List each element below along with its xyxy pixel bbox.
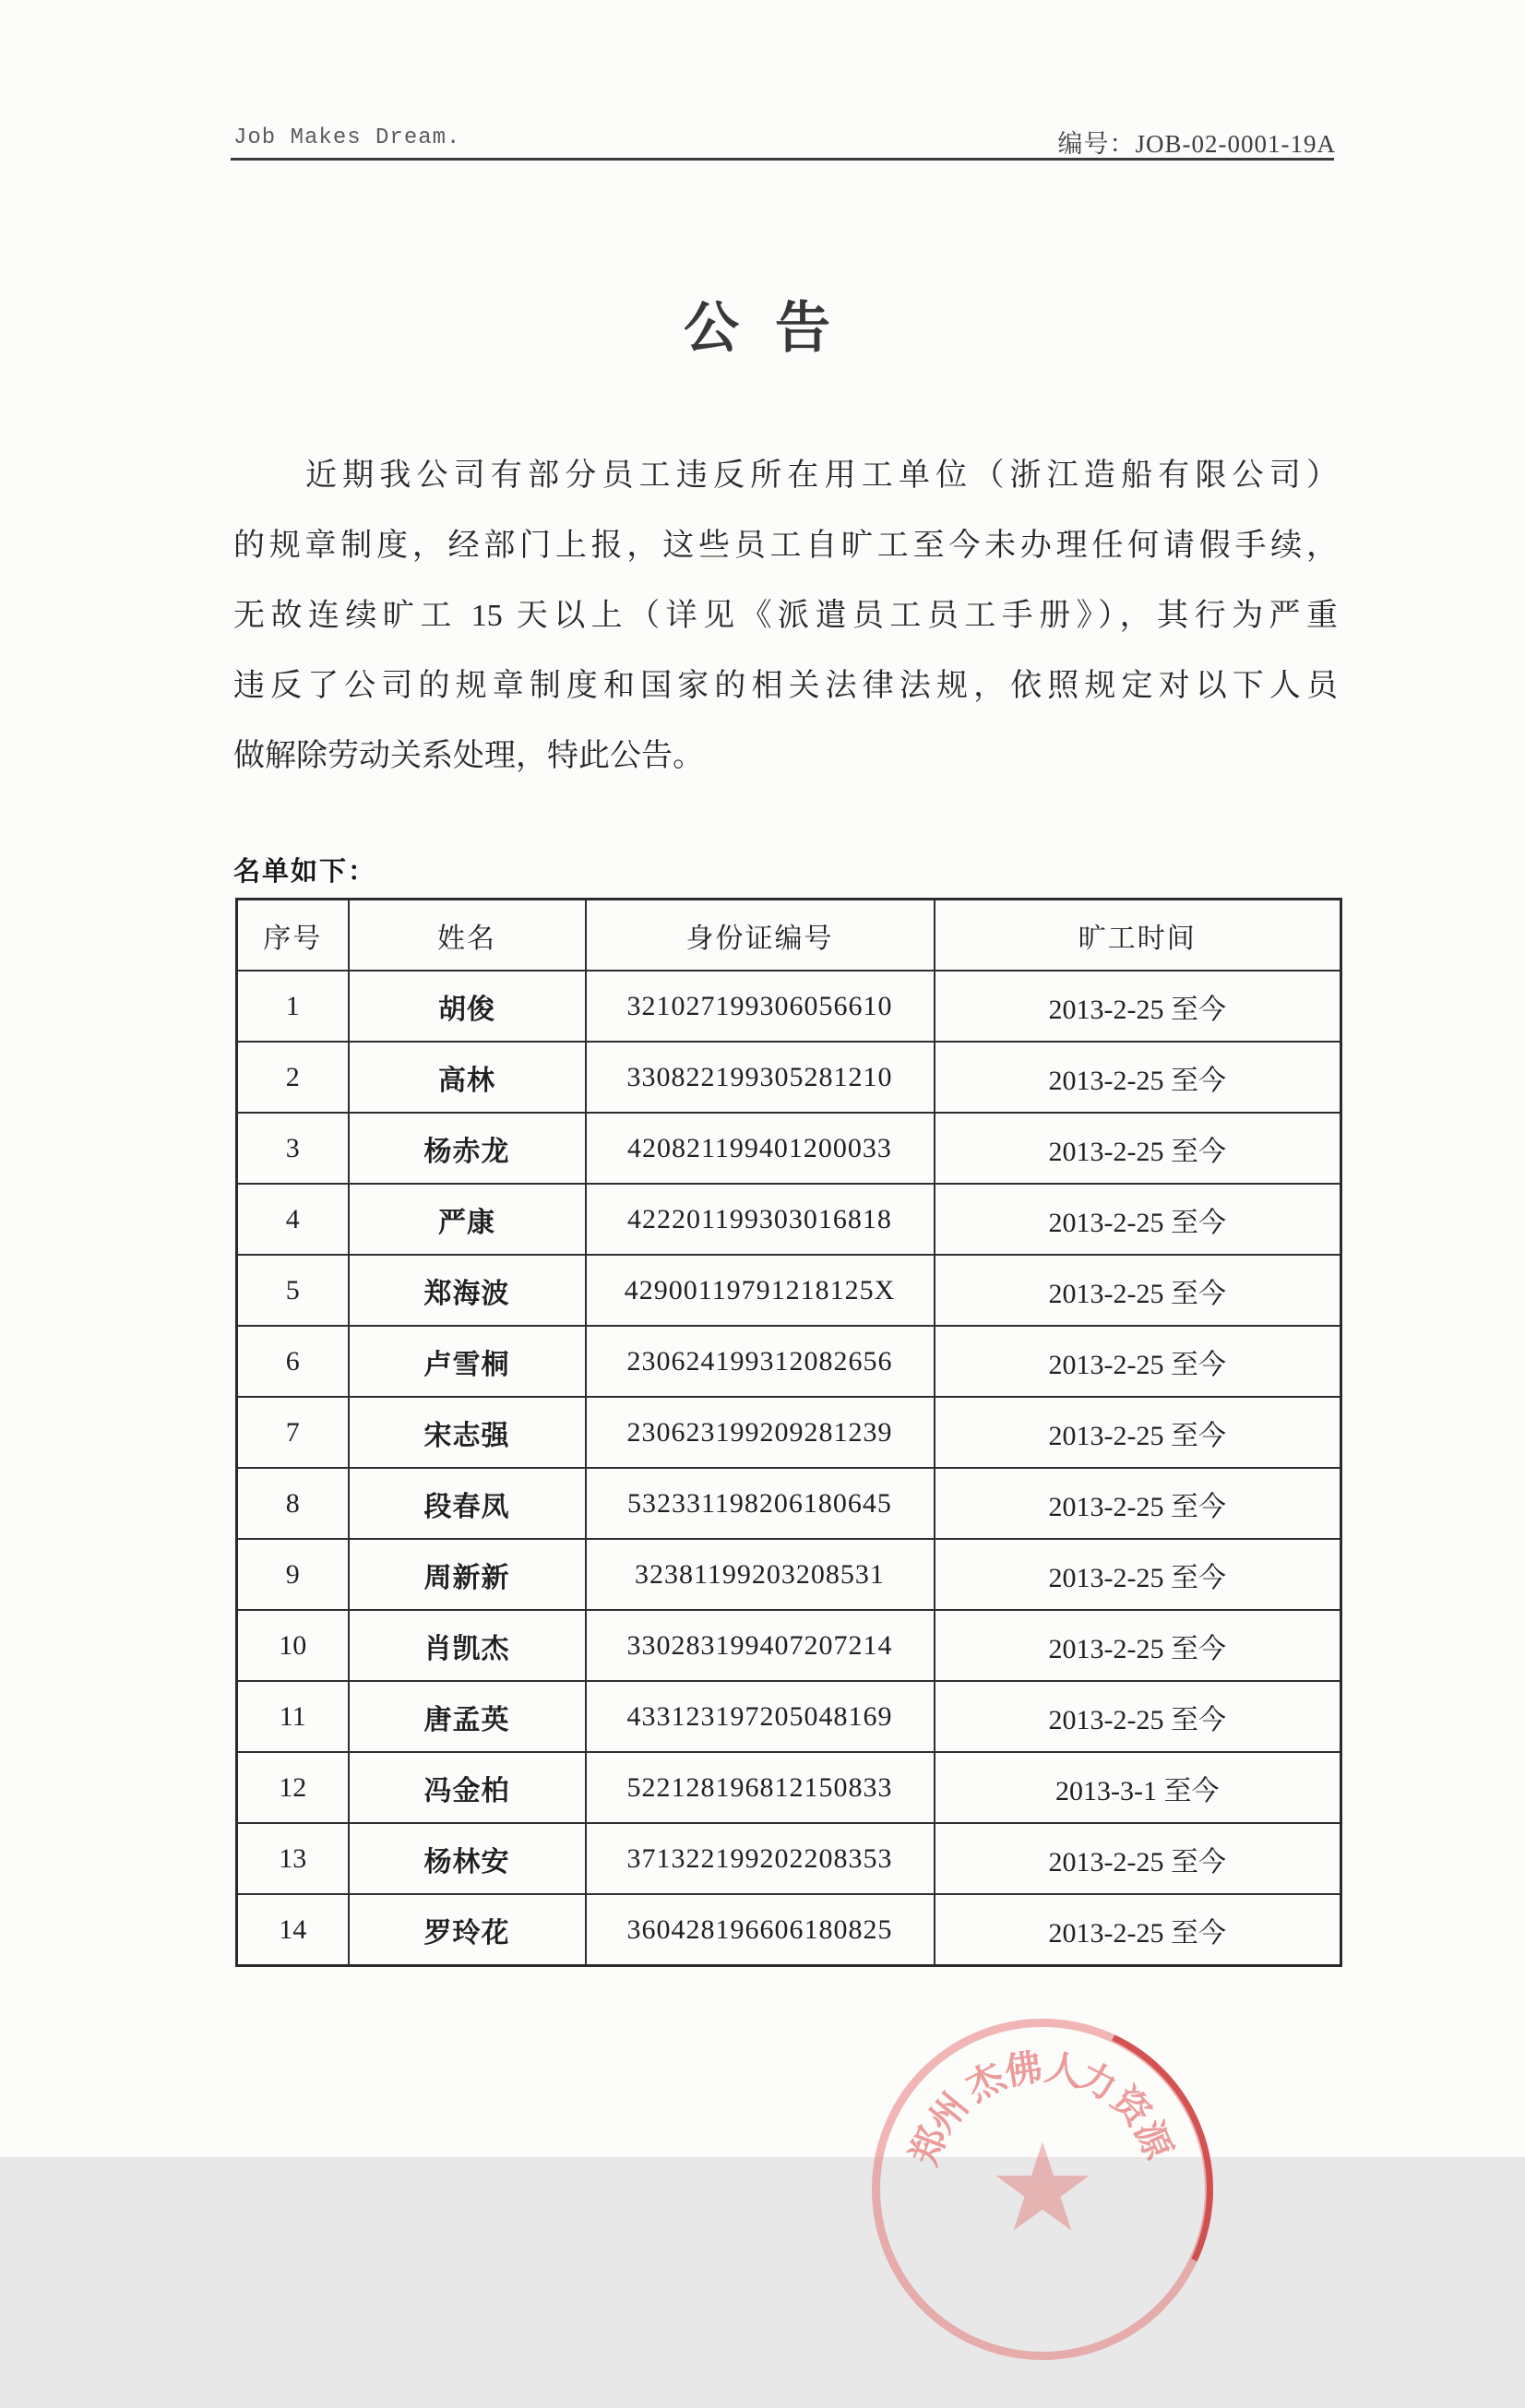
cell-absence-period: 2013-2-25 至今 — [935, 1468, 1341, 1539]
cell-index: 11 — [237, 1681, 349, 1752]
column-header-name: 姓名 — [349, 900, 586, 972]
table-row — [237, 1184, 1341, 1255]
table-row — [237, 1752, 1341, 1823]
cell-id-number: 330822199305281210 — [586, 1042, 935, 1113]
cell-absence-period: 2013-2-25 至今 — [935, 1113, 1341, 1184]
cell-absence-period: 2013-3-1 至今 — [935, 1752, 1341, 1823]
cell-id-number: 532331198206180645 — [586, 1468, 935, 1539]
cell-name: 高林 — [349, 1042, 586, 1113]
cell-absence-period: 2013-2-25 至今 — [935, 1894, 1341, 1966]
cell-index: 12 — [237, 1752, 349, 1823]
table-row — [237, 1539, 1341, 1610]
cell-id-number: 330283199407207214 — [586, 1610, 935, 1681]
paragraph-line: 的规章制度，经部门上报，这些员工自旷工至今未办理任何请假手续， — [233, 529, 1338, 563]
document-number: 编号：JOB-02-0001-19A — [1057, 130, 1336, 158]
table-row — [237, 1255, 1341, 1326]
cell-name: 冯金柏 — [349, 1752, 586, 1823]
cell-name: 严康 — [349, 1184, 586, 1255]
cell-name: 唐孟英 — [349, 1681, 586, 1752]
company-slogan: Job Makes Dream. — [233, 125, 461, 150]
cell-name: 郑海波 — [349, 1255, 586, 1326]
paragraph-line: 做解除劳动关系处理，特此公告。 — [233, 739, 704, 773]
cell-id-number: 32381199203208531 — [586, 1539, 935, 1610]
cell-name: 胡俊 — [349, 971, 586, 1042]
paragraph-line: 无故连续旷工 15 天以上（详见《派遣员工员工手册》），其行为严重 — [233, 599, 1338, 633]
cell-absence-period: 2013-2-25 至今 — [935, 1823, 1341, 1894]
cell-absence-period: 2013-2-25 至今 — [935, 1397, 1341, 1468]
notice-paragraph — [233, 441, 1338, 792]
cell-index: 8 — [237, 1468, 349, 1539]
cell-name: 段春凤 — [349, 1468, 586, 1539]
cell-id-number: 422201199303016818 — [586, 1184, 935, 1255]
stamp-arc-character: 州 — [920, 2085, 976, 2140]
cell-absence-period: 2013-2-25 至今 — [935, 1610, 1341, 1681]
cell-index: 10 — [237, 1610, 349, 1681]
stamp-arc-character: 郑 — [903, 2121, 956, 2171]
cell-absence-period: 2013-2-25 至今 — [935, 1255, 1341, 1326]
cell-name: 肖凯杰 — [349, 1610, 586, 1681]
cell-name: 周新新 — [349, 1539, 586, 1610]
stamp-star-icon: ★ — [987, 2121, 1098, 2257]
cell-absence-period: 2013-2-25 至今 — [935, 971, 1341, 1042]
cell-id-number: 230623199209281239 — [586, 1397, 935, 1468]
stamp-arc-character: 源 — [1126, 2115, 1180, 2165]
cell-index: 5 — [237, 1255, 349, 1326]
cell-index: 14 — [237, 1894, 349, 1966]
cell-id-number: 42900119791218125X — [586, 1255, 935, 1326]
cell-id-number: 230624199312082656 — [586, 1326, 935, 1397]
cell-id-number: 371322199202208353 — [586, 1823, 935, 1894]
list-label: 名单如下： — [233, 857, 377, 887]
cell-id-number: 420821199401200033 — [586, 1113, 935, 1184]
stamp-arc-character: 资 — [1103, 2079, 1160, 2135]
table-row — [237, 1326, 1341, 1397]
cell-index: 4 — [237, 1184, 349, 1255]
table-row — [237, 1468, 1341, 1539]
paragraph-line: 近期我公司有部分员工违反所在用工单位（浙江造船有限公司） — [305, 459, 1338, 493]
cell-id-number: 321027199306056610 — [586, 971, 935, 1042]
table-row — [237, 1610, 1341, 1681]
cell-index: 13 — [237, 1823, 349, 1894]
stamp-arc-character: 力 — [1071, 2054, 1124, 2108]
dismissed-employees-table — [235, 898, 1342, 1967]
cell-absence-period: 2013-2-25 至今 — [935, 1184, 1341, 1255]
table-row — [237, 1397, 1341, 1468]
cell-name: 卢雪桐 — [349, 1326, 586, 1397]
cell-index: 9 — [237, 1539, 349, 1610]
stamp-arc-character: 人 — [1042, 2045, 1086, 2094]
table-row — [237, 1823, 1341, 1894]
stamp-arc-character: 杰 — [959, 2055, 1012, 2110]
cell-id-number: 522128196812150833 — [586, 1752, 935, 1823]
stamp-arc-character: 佛 — [1002, 2045, 1045, 2093]
column-header-index: 序号 — [237, 900, 349, 972]
paragraph-line: 违反了公司的规章制度和国家的相关法律法规，依照规定对以下人员 — [233, 669, 1338, 703]
header-divider-line — [231, 158, 1334, 161]
cell-index: 6 — [237, 1326, 349, 1397]
cell-index: 1 — [237, 971, 349, 1042]
cell-id-number: 433123197205048169 — [586, 1681, 935, 1752]
table-header-row — [237, 900, 1341, 972]
table-row — [237, 1113, 1341, 1184]
cell-absence-period: 2013-2-25 至今 — [935, 1681, 1341, 1752]
cell-index: 2 — [237, 1042, 349, 1113]
cell-absence-period: 2013-2-25 至今 — [935, 1042, 1341, 1113]
cell-absence-period: 2013-2-25 至今 — [935, 1326, 1341, 1397]
column-header-absence-period: 旷工时间 — [935, 900, 1341, 972]
cell-name: 罗玲花 — [349, 1894, 586, 1966]
cell-id-number: 360428196606180825 — [586, 1894, 935, 1966]
cell-name: 杨林安 — [349, 1823, 586, 1894]
cell-index: 7 — [237, 1397, 349, 1468]
page-title: 公 告 — [684, 298, 841, 359]
column-header-id-number: 身份证编号 — [586, 900, 935, 972]
cell-name: 杨赤龙 — [349, 1113, 586, 1184]
table-row — [237, 1681, 1341, 1752]
table-row — [237, 1894, 1341, 1966]
cell-name: 宋志强 — [349, 1397, 586, 1468]
cell-absence-period: 2013-2-25 至今 — [935, 1539, 1341, 1610]
cell-index: 3 — [237, 1113, 349, 1184]
table-row — [237, 971, 1341, 1042]
table-row — [237, 1042, 1341, 1113]
